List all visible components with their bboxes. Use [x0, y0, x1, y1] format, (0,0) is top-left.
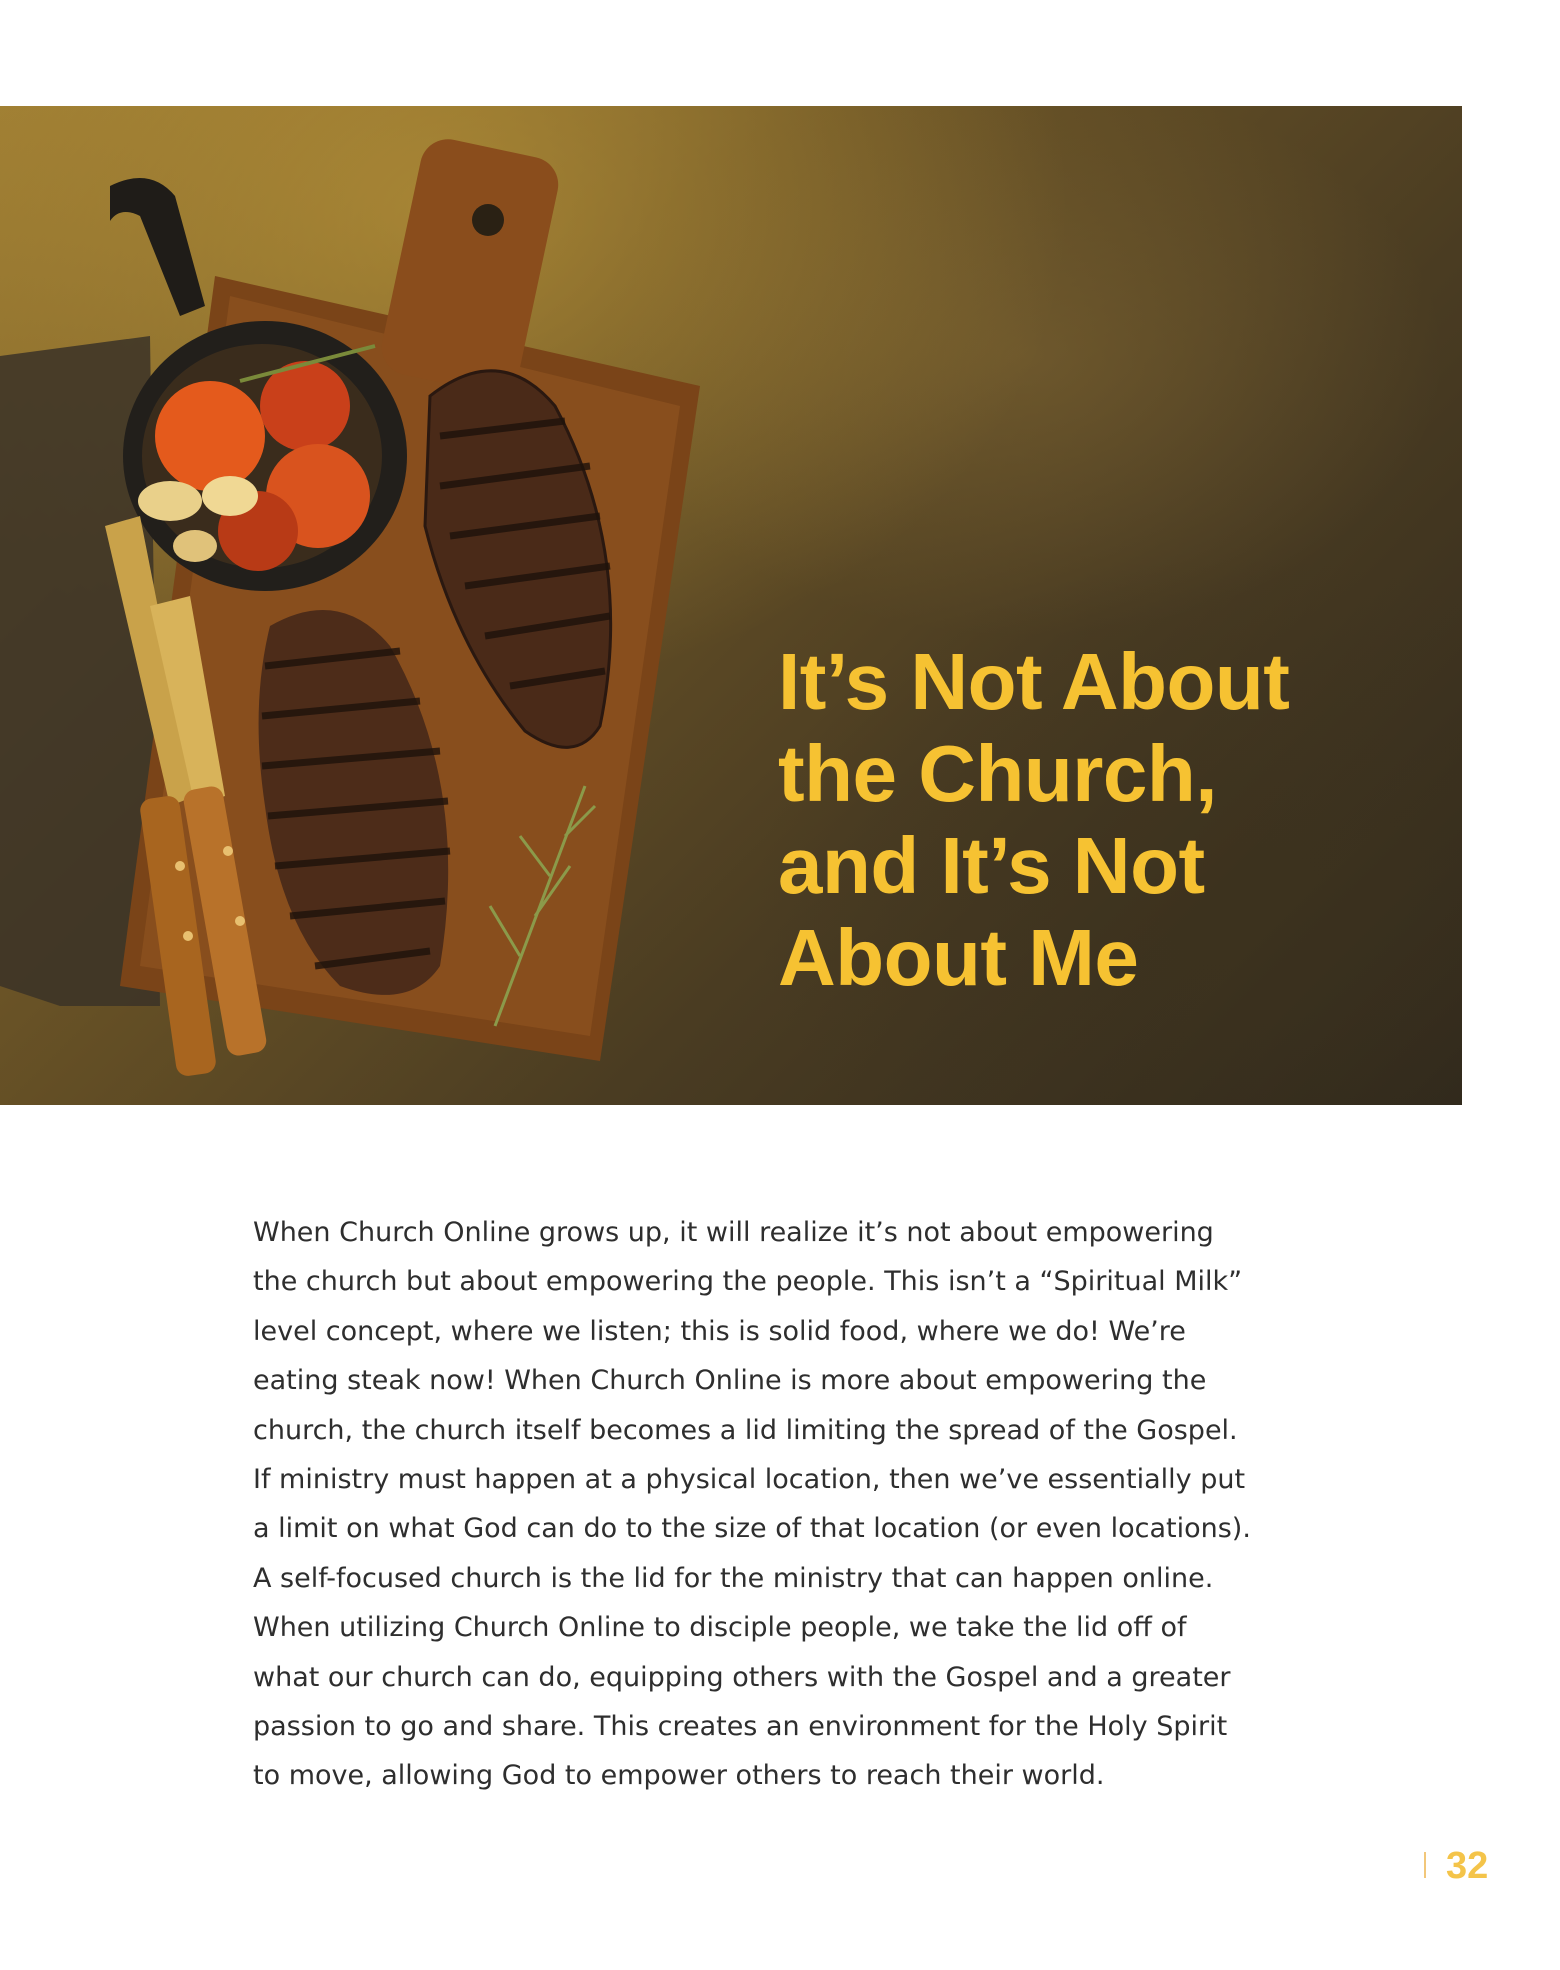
paragraph-line: a limit on what God can do to the size of that location (or even locations). — [253, 1513, 1251, 1545]
title-line: the Church, — [778, 729, 1217, 818]
skillet-icon — [110, 178, 407, 591]
paragraph-line: A self-focused church is the lid for the ministry that can happen online. — [253, 1562, 1214, 1594]
paragraph-line: When utilizing Church Online to disciple people, we take the lid off of — [253, 1612, 1187, 1644]
page-number: 32 — [1446, 1845, 1489, 1887]
paragraph-line: When Church Online grows up, it will realize it’s not about empowering — [253, 1217, 1214, 1248]
title-line: About Me — [778, 913, 1139, 1002]
hero-banner — [0, 106, 1462, 1105]
page-title — [778, 636, 1418, 1004]
title-line: and It’s Not — [778, 821, 1205, 910]
paragraph-line: what our church can do, equipping others with the Gospel and a greater — [253, 1661, 1231, 1693]
paragraph-line: church, the church itself becomes a lid limiting the spread of the Gospel. — [253, 1414, 1238, 1446]
paragraph-line: eating steak now! When Church Online is more about empowering the — [253, 1365, 1207, 1397]
paragraph-line: level concept, where we listen; this is solid food, where we do! We’re — [253, 1315, 1186, 1347]
page-number-divider — [1424, 1852, 1426, 1878]
paragraph-line: passion to go and share. This creates an environment for the Holy Spirit — [253, 1711, 1228, 1743]
paragraph-line: to move, allowing God to empower others to reach their world. — [253, 1760, 1105, 1792]
title-line: It’s Not About — [778, 637, 1290, 726]
paragraph-line: the church but about empowering the people. This isn’t a “Spiritual Milk” — [253, 1266, 1243, 1298]
body-paragraph — [253, 1208, 1303, 1801]
paragraph-line: If ministry must happen at a physical location, then we’ve essentially put — [253, 1464, 1246, 1496]
